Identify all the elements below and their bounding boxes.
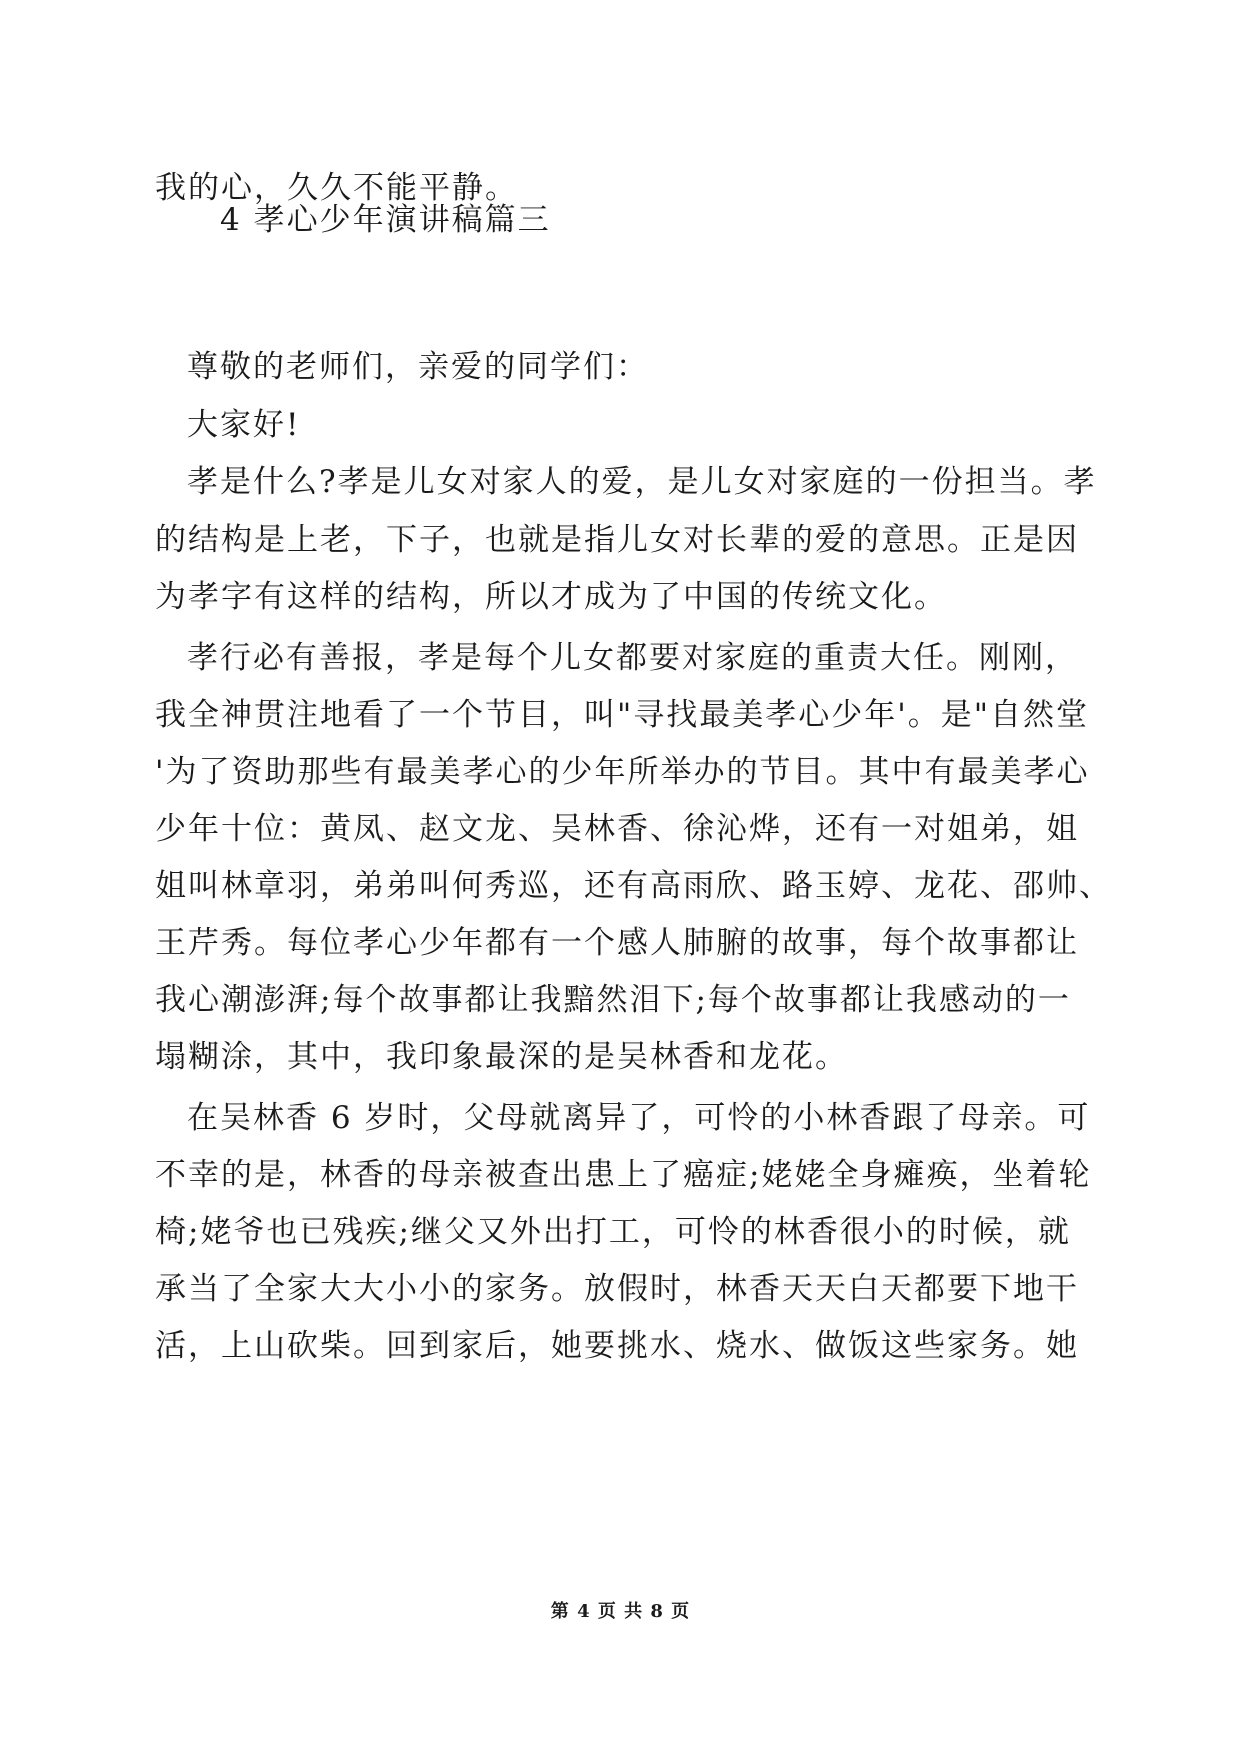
salutation: 尊敬的老师们，亲爱的同学们： bbox=[187, 349, 649, 385]
text-line: 承当了全家大大小小的家务。放假时，林香天天白天都要下地干 bbox=[155, 1271, 1079, 1307]
text-line: 姐叫林章羽，弟弟叫何秀巡，还有高雨欣、路玉婷、龙花、邵帅、 bbox=[155, 868, 1112, 904]
greeting: 大家好! bbox=[187, 407, 301, 443]
section-heading: 4 孝心少年演讲稿篇三 bbox=[220, 202, 551, 238]
text-line: 在吴林香 6 岁时，父母就离异了，可怜的小林香跟了母亲。可 bbox=[187, 1100, 1091, 1136]
text-line: 为孝字有这样的结构，所以才成为了中国的传统文化。 bbox=[155, 579, 947, 615]
text-line: 我的心，久久不能平静。 bbox=[155, 170, 518, 206]
page-footer: 第 4 页 共 8 页 bbox=[550, 1601, 691, 1622]
text-line: 孝是什么?孝是儿女对家人的爱，是儿女对家庭的一份担当。孝 bbox=[187, 464, 1097, 500]
text-line: 的结构是上老，下子，也就是指儿女对长辈的爱的意思。正是因 bbox=[155, 522, 1079, 558]
text-line: 活，上山砍柴。回到家后，她要挑水、烧水、做饭这些家务。她 bbox=[155, 1328, 1079, 1364]
text-line: 王芹秀。每位孝心少年都有一个感人肺腑的故事，每个故事都让 bbox=[155, 925, 1079, 961]
text-line: 少年十位：黄凤、赵文龙、吴林香、徐沁烨，还有一对姐弟，姐 bbox=[155, 811, 1079, 847]
text-line: 孝行必有善报，孝是每个儿女都要对家庭的重责大任。刚刚， bbox=[187, 640, 1078, 676]
text-line: 塌糊涂，其中，我印象最深的是吴林香和龙花。 bbox=[155, 1039, 848, 1075]
text-line: 不幸的是，林香的母亲被查出患上了癌症;姥姥全身瘫痪，坐着轮 bbox=[155, 1157, 1092, 1193]
text-line: 椅;姥爷也已残疾;继父又外出打工，可怜的林香很小的时候，就 bbox=[155, 1214, 1071, 1250]
text-line: 我心潮澎湃;每个故事都让我黯然泪下;每个故事都让我感动的一 bbox=[155, 982, 1071, 1018]
text-line: '为了资助那些有最美孝心的少年所举办的节目。其中有最美孝心 bbox=[155, 754, 1090, 790]
text-line: 我全神贯注地看了一个节目，叫"寻找最美孝心少年'。是"自然堂 bbox=[155, 697, 1090, 733]
